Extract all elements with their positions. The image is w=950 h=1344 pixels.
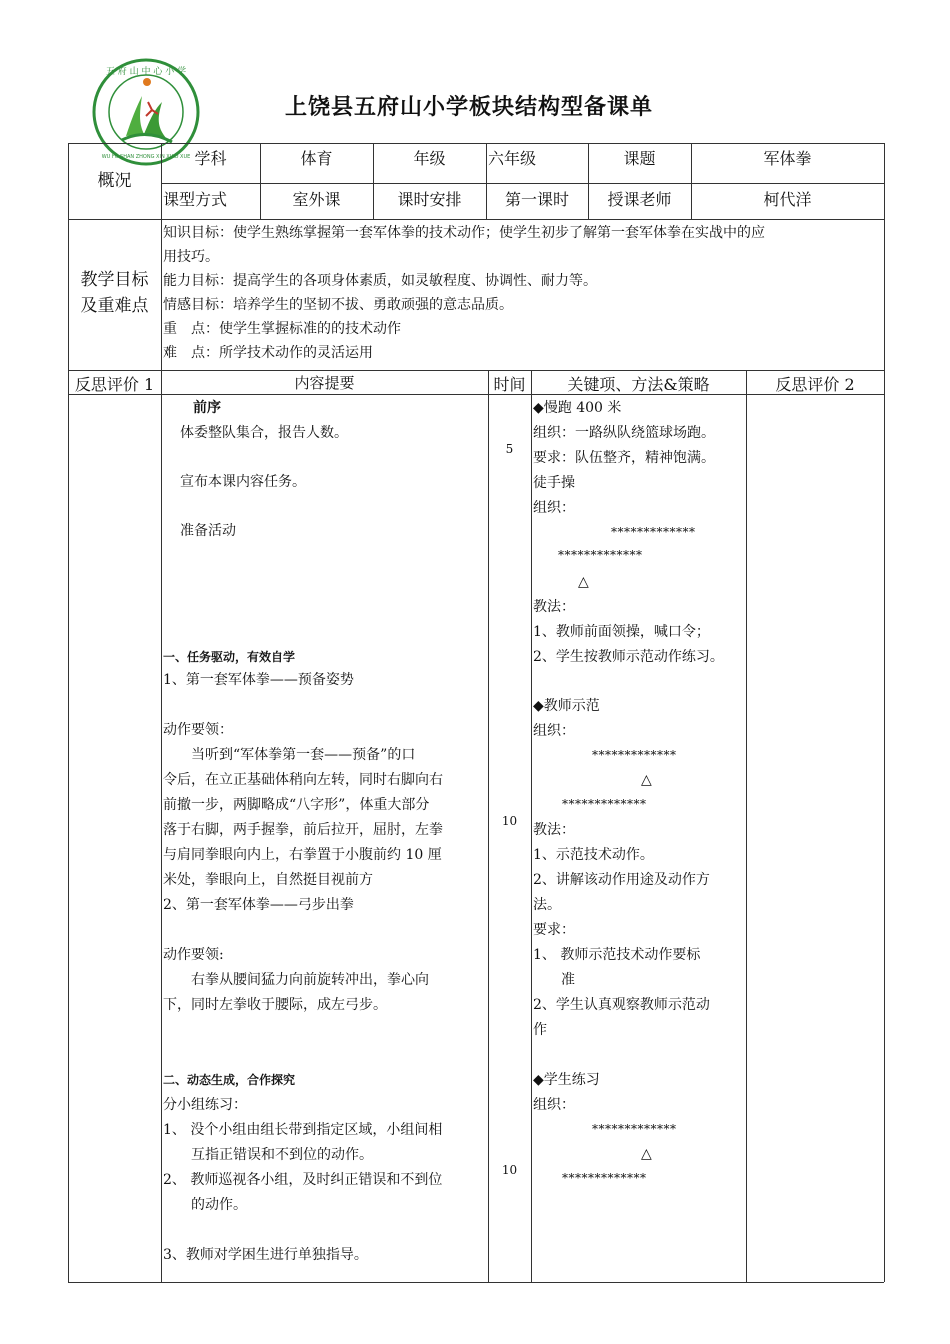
- objectives-text: [163, 221, 885, 365]
- preface-line: 体委整队集合，报告人数。: [180, 425, 348, 441]
- strategy-line: ◆慢跑 400 米: [533, 400, 622, 416]
- objective-line: 情感目标：培养学生的坚韧不拔、勇敢顽强的意志品质。: [163, 297, 513, 313]
- preface-line: 宣布本课内容任务。: [180, 474, 306, 490]
- strategy-line: 要求：队伍整齐，精神饱满。: [533, 450, 715, 466]
- essentials-line: 与肩同拳眼向内上，右拳置于小腹前约 10 厘: [163, 847, 442, 863]
- section-2-intro: 分小组练习：: [163, 1097, 247, 1113]
- formation-stars: *************: [592, 748, 677, 762]
- essentials-label: 动作要领：: [163, 722, 233, 738]
- svg-text:五 府 山 中 心 小 学: 五 府 山 中 心 小 学: [105, 67, 187, 77]
- strategy-line: 2、讲解该动作用途及动作方: [533, 872, 710, 888]
- section-1-title: 一、任务驱动，有效自学: [163, 650, 296, 664]
- preface-line: 准备活动: [180, 523, 236, 539]
- formation-stars: *************: [611, 525, 696, 539]
- objectives-label-line1: 教学目标: [80, 270, 149, 290]
- section-2-item: 3、教师对学困生进行单独指导。: [163, 1247, 368, 1263]
- essentials-line: 米处，拳眼向上，自然挺目视前方: [163, 872, 373, 888]
- objective-line: 难 点：所学技术动作的灵活运用: [163, 345, 373, 361]
- section-1-item: 2、第一套军体拳——弓步出拳: [163, 897, 354, 913]
- essentials-line: 令后，在立正基础体稍向左转，同时右脚向右: [163, 772, 443, 788]
- preface-title: 前序: [193, 400, 221, 416]
- essentials-line: 当听到“军体拳第一套——预备”的口: [163, 747, 416, 763]
- section-2-item: 2、 教师巡视各小组，及时纠正错误和不到位: [163, 1172, 443, 1188]
- document-title: 上饶县五府山小学板块结构型备课单: [285, 94, 654, 120]
- overview-label: 概况: [97, 171, 132, 191]
- time-value: 10: [501, 1163, 518, 1177]
- col-strategy: 关键项、方法&策略: [567, 375, 710, 394]
- strategy-line: 作: [533, 1022, 547, 1038]
- essentials-line: 前撤一步，两脚略成“八字形”，体重大部分: [163, 797, 430, 813]
- objective-line: 用技巧。: [163, 249, 219, 265]
- strategy-line: 徒手操: [533, 475, 575, 491]
- strategy-line: ◆教师示范: [533, 698, 600, 714]
- strategy-line: 组织：: [533, 500, 575, 516]
- section-2-item: 互指正错误和不到位的动作。: [163, 1147, 373, 1163]
- time-value: 10: [501, 814, 518, 828]
- strategy-line: 教法：: [533, 822, 575, 838]
- col-content: 内容提要: [294, 374, 355, 392]
- formation-stars: *************: [592, 1122, 677, 1136]
- col-reflection-1: 反思评价 1: [74, 375, 155, 394]
- teacher-position-triangle: △: [641, 772, 652, 788]
- strategy-line: 法。: [533, 897, 561, 913]
- teacher-position-triangle: △: [641, 1146, 652, 1162]
- topic-value: 军体拳: [763, 149, 812, 168]
- strategy-line: 准: [533, 972, 575, 988]
- essentials-line: 下，同时左拳收于腰际，成左弓步。: [163, 997, 387, 1013]
- col-reflection-2: 反思评价 2: [775, 375, 855, 394]
- strategy-line: 组织：: [533, 1097, 575, 1113]
- grade-label: 年级: [413, 149, 446, 168]
- strategy-line: 教法：: [533, 599, 575, 615]
- teacher-value: 柯代洋: [763, 190, 812, 209]
- subject-label: 学科: [194, 149, 227, 168]
- objectives-label-line2: 及重难点: [80, 296, 149, 316]
- strategy-line: 1、教师前面领操，喊口令；: [533, 624, 710, 640]
- strategy-line: ◆学生练习: [533, 1072, 600, 1088]
- section-2-item: 的动作。: [163, 1197, 247, 1213]
- section-1-item: 1、第一套军体拳——预备姿势: [163, 672, 354, 688]
- strategy-line: 2、学生按教师示范动作练习。: [533, 649, 724, 665]
- objective-line: 重 点：使学生掌握标准的的技术动作: [163, 321, 401, 337]
- teacher-label: 授课老师: [607, 190, 672, 209]
- strategy-line: 1、 教师示范技术动作要标: [533, 947, 701, 963]
- strategy-line: 组织：一路纵队绕篮球场跑。: [533, 425, 715, 441]
- objective-line: 能力目标：提高学生的各项身体素质，如灵敏程度、协调性、耐力等。: [163, 273, 597, 289]
- subject-value: 体育: [300, 149, 333, 168]
- lesson-type-value: 室外课: [292, 190, 341, 209]
- svg-text:WU FU SHAN ZHONG XIN XIAO XUE: WU FU SHAN ZHONG XIN XIAO XUE: [101, 154, 191, 160]
- section-2-title: 二、动态生成，合作探究: [163, 1073, 296, 1087]
- objective-line: 知识目标：使学生熟练掌握第一套军体拳的技术动作；使学生初步了解第一套军体拳在实战中的应: [163, 225, 765, 241]
- schedule-value: 第一课时: [504, 190, 569, 209]
- essentials-label: 动作要领:: [163, 947, 224, 963]
- lesson-type-label: 课型方式: [163, 190, 228, 209]
- formation-stars: *************: [562, 797, 647, 811]
- section-2-item: 1、 没个小组由组长带到指定区域，小组间相: [163, 1122, 443, 1138]
- time-value: 5: [505, 442, 514, 456]
- teacher-position-triangle: △: [578, 574, 589, 590]
- grade-value: 六年级: [488, 149, 537, 168]
- formation-stars: *************: [558, 548, 643, 562]
- strategy-line: 1、示范技术动作。: [533, 847, 654, 863]
- strategy-line: 组织：: [533, 723, 575, 739]
- objectives-label: [68, 267, 161, 319]
- formation-stars: *************: [562, 1171, 647, 1185]
- topic-label: 课题: [623, 149, 656, 168]
- strategy-line: 2、学生认真观察教师示范动: [533, 997, 710, 1013]
- essentials-line: 右拳从腰间猛力向前旋转冲出，拳心向: [163, 972, 429, 988]
- essentials-line: 落于右脚，两手握拳，前后拉开，屈肘，左拳: [163, 822, 443, 838]
- strategy-line: 要求：: [533, 922, 575, 938]
- schedule-label: 课时安排: [397, 190, 462, 209]
- col-time: 时间: [493, 375, 526, 394]
